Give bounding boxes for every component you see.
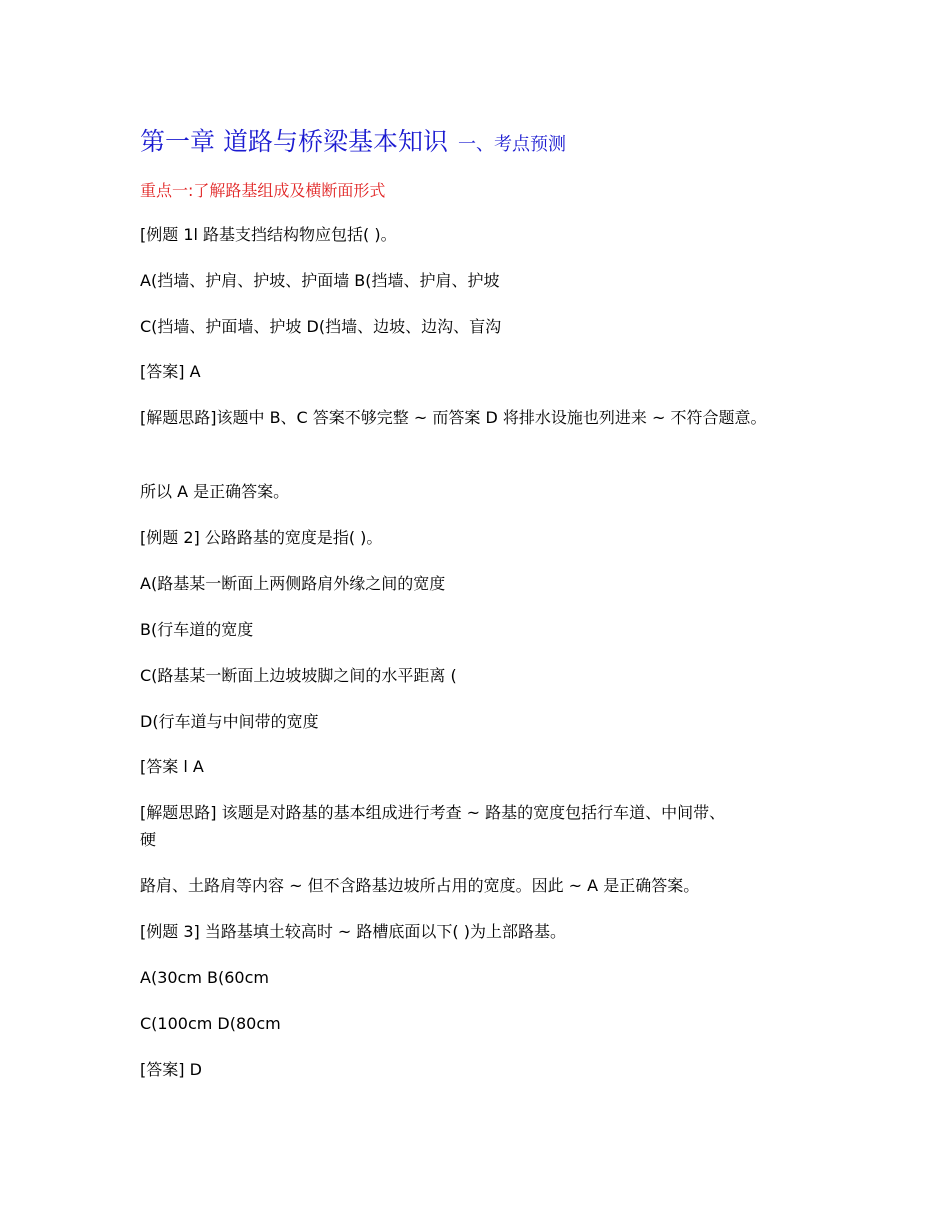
example-2-question: [例题 2] 公路路基的宽度是指( )。 [140, 528, 383, 547]
example-1-explanation-cont: 所以 A 是正确答案。 [140, 482, 290, 501]
example-1-explanation: [解题思路]该题中 B、C 答案不够完整 ~ 而答案 D 将排水设施也列进来 ~ 不符合题意。 [140, 408, 767, 427]
example-1-question: [例题 1l 路基支挡结构物应包括( )。 [140, 225, 397, 244]
chapter-title-sub: 一、考点预测 [457, 134, 566, 155]
example-1-options-ab: A(挡墙、护肩、护坡、护面墙 B(挡墙、护肩、护坡 [140, 271, 500, 290]
example-3-question: [例题 3] 当路基填土较高时 ~ 路槽底面以下( )为上部路基。 [140, 922, 566, 941]
example-2-option-d: D(行车道与中间带的宽度 [140, 712, 319, 731]
example-2-explanation-cont: 路肩、土路肩等内容 ~ 但不含路基边坡所占用的宽度。因此 ~ A 是正确答案。 [140, 876, 700, 895]
example-3-options-ab: A(30cm B(60cm [140, 968, 269, 987]
example-2-option-c: C(路基某一断面上边坡坡脚之间的水平距离 ( [140, 666, 457, 685]
example-2-explanation-wrap: 硬 [140, 830, 157, 849]
example-1-answer: [答案] A [140, 362, 201, 381]
chapter-title [140, 122, 566, 158]
chapter-title-main: 第一章 道路与桥梁基本知识 [140, 127, 448, 156]
example-3-options-cd: C(100cm D(80cm [140, 1014, 281, 1033]
example-1-options-cd: C(挡墙、护面墙、护坡 D(挡墙、边坡、边沟、盲沟 [140, 317, 502, 336]
example-2-explanation: [解题思路] 该题是对路基的基本组成进行考查 ~ 路基的宽度包括行车道、中间带、 [140, 803, 726, 822]
key-point-heading: 重点一:了解路基组成及横断面形式 [140, 181, 386, 200]
example-2-option-a: A(路基某一断面上两侧路肩外缘之间的宽度 [140, 574, 446, 593]
example-2-answer: [答案 l A [140, 757, 204, 776]
example-2-option-b: B(行车道的宽度 [140, 620, 254, 639]
example-3-answer: [答案] D [140, 1060, 202, 1079]
